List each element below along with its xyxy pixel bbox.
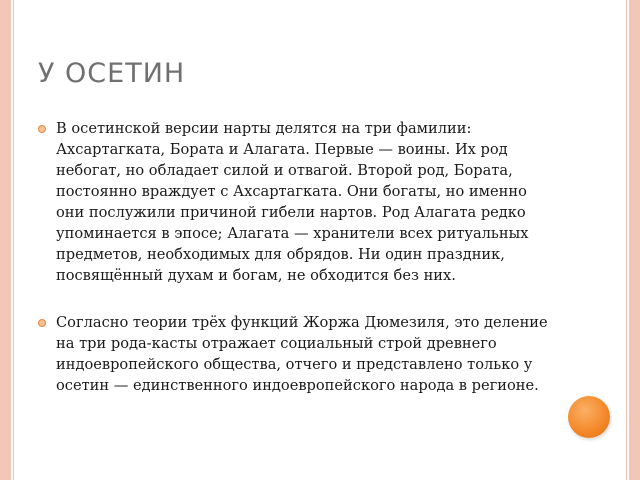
left-border-stripe <box>0 0 11 480</box>
bullet-dot-icon <box>38 319 46 327</box>
slide-title: У ОСЕТИН <box>38 58 186 89</box>
bullet-item <box>38 118 558 286</box>
left-border-line <box>13 0 14 480</box>
decorative-orange-circle <box>568 396 610 438</box>
bullet-dot-icon <box>38 125 46 133</box>
bullet-item <box>38 312 558 396</box>
bullet-list <box>38 118 558 396</box>
right-border-line <box>626 0 627 480</box>
right-border-stripe <box>629 0 640 480</box>
bullet-text: В осетинской версии нарты делятся на три фамилии: Ахсартагката, Бората и Алагата. Первые — воины. Их род небогат, но обладает силой и отвагой. Второй род, Бората, постоянно враждует с Ахсартагката. Они богаты, но именно они послужили причиной гибели нартов. Род Алагата редко упоминается в эпосе; Алагата — хранители всех ритуальных предметов, необходимых для обрядов. Ни один праздник, посвящённый духам и богам, не обходится без них. <box>56 120 529 284</box>
bullet-text: Согласно теории трёх функций Жоржа Дюмезиля, это деление на три рода-касты отражает социальный строй древнего индоевропейского общества, отчего и представлено только у осетин — единственного индоевропейского народа в регионе. <box>56 314 548 394</box>
